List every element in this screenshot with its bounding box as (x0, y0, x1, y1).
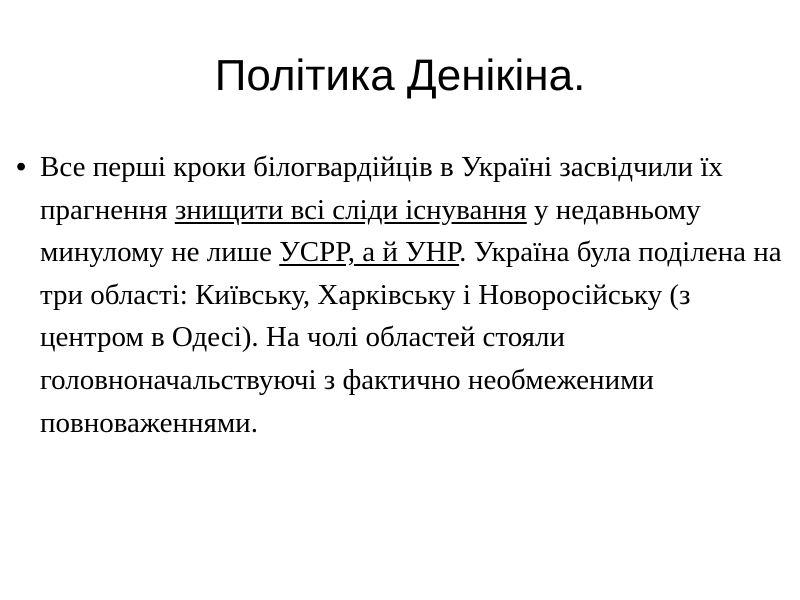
bullet-marker: • (16, 151, 27, 183)
bullet-text-part1: Все перші кроки білогвардійців в Україні засвідчили їх прагнення (40, 151, 723, 226)
underlined-phrase-destroy-traces: знищити всі сліди існування (174, 193, 527, 226)
bullet-text-part2: у недавньому минулому не лише (40, 193, 701, 269)
bullet-text-part3: . Україна була поділена на три області: Київську, Харківську і Новоросійську (з центром в Одесі). На чолі областей стояли головноначальствуючі з фактично необмеженими повноваженнями. (40, 236, 782, 439)
slide-body (16, 146, 786, 444)
slide-title: Політика Денікіна. (214, 51, 586, 100)
underlined-phrase-ussr-unr: УСРР, а й УНР (279, 236, 460, 269)
bullet-text (40, 151, 782, 439)
bullet-item (16, 146, 786, 444)
